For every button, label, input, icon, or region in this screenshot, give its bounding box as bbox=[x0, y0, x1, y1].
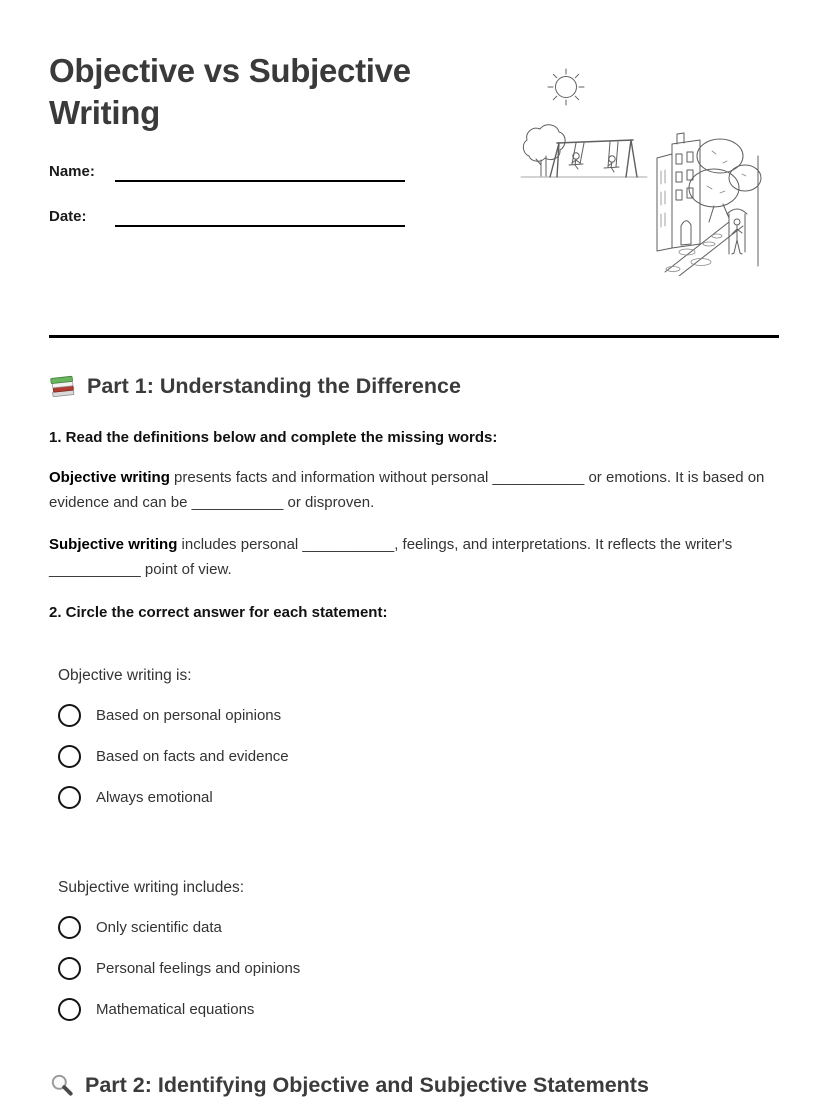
option-row bbox=[58, 957, 779, 980]
subjective-definition-body: includes personal ___________, feelings, and interpretations. It reflects the writer's ___________ point of view. bbox=[49, 536, 733, 578]
books-icon bbox=[49, 372, 77, 400]
name-field-label: Name: bbox=[49, 163, 95, 180]
choice-group-subjective-prompt: Subjective writing includes: bbox=[58, 879, 245, 896]
option-label: Always emotional bbox=[96, 789, 213, 806]
choice-group-subjective bbox=[49, 878, 779, 1021]
street-sketch bbox=[657, 133, 761, 276]
option-row bbox=[58, 745, 779, 768]
radio-circle[interactable] bbox=[58, 916, 81, 939]
date-field-label: Date: bbox=[49, 208, 87, 225]
part1-heading bbox=[49, 372, 779, 400]
section-divider bbox=[49, 335, 779, 338]
radio-circle[interactable] bbox=[58, 704, 81, 727]
name-write-line[interactable] bbox=[115, 162, 405, 182]
option-row bbox=[58, 786, 779, 809]
magnifier-icon bbox=[49, 1072, 75, 1098]
part1-heading-label: Part 1: Understanding the Difference bbox=[87, 374, 461, 398]
radio-circle[interactable] bbox=[58, 786, 81, 809]
header-illustration bbox=[512, 64, 764, 276]
option-label: Based on personal opinions bbox=[96, 707, 282, 724]
option-row bbox=[58, 704, 779, 727]
choice-group-objective bbox=[49, 666, 779, 809]
option-label: Based on facts and evidence bbox=[96, 748, 289, 765]
date-write-line[interactable] bbox=[115, 207, 405, 227]
option-row bbox=[58, 916, 779, 939]
playground-and-street-sketch bbox=[512, 64, 764, 276]
objective-definition-body: presents facts and information without personal ___________ or emotions. It is based on evidence and can be ___________ or disproven. bbox=[49, 469, 765, 511]
radio-circle[interactable] bbox=[58, 745, 81, 768]
subjective-definition-lead: Subjective writing bbox=[49, 536, 178, 553]
part2-heading-label: Part 2: Identifying Objective and Subjective Statements bbox=[85, 1073, 649, 1097]
radio-circle[interactable] bbox=[58, 957, 81, 980]
option-label: Mathematical equations bbox=[96, 1001, 255, 1018]
playground-sketch bbox=[521, 69, 647, 177]
question1-prompt: 1. Read the definitions below and complete the missing words: bbox=[49, 429, 498, 446]
radio-circle[interactable] bbox=[58, 998, 81, 1021]
question2-prompt: 2. Circle the correct answer for each statement: bbox=[49, 604, 388, 621]
part2-heading bbox=[49, 1071, 779, 1099]
option-label: Only scientific data bbox=[96, 919, 222, 936]
objective-definition bbox=[49, 465, 779, 515]
page-title: Objective vs Subjective Writing bbox=[49, 52, 411, 131]
option-label: Personal feelings and opinions bbox=[96, 960, 301, 977]
option-row bbox=[58, 998, 779, 1021]
subjective-definition bbox=[49, 532, 779, 582]
choice-group-objective-prompt: Objective writing is: bbox=[58, 667, 192, 684]
objective-definition-lead: Objective writing bbox=[49, 469, 170, 486]
